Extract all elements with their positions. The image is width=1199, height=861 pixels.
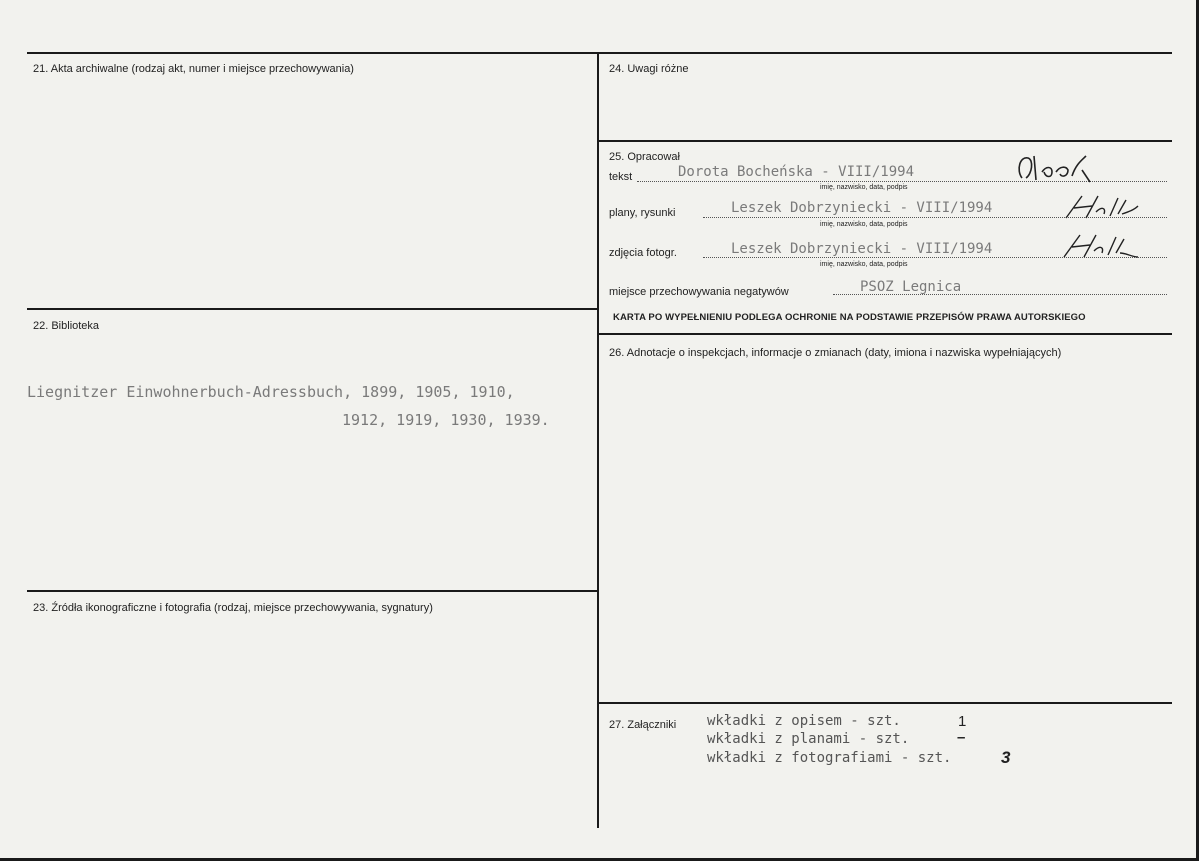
attachment-line-3: wkładki z fotografiami - szt.	[707, 750, 952, 766]
attachment-line-2: wkładki z planami - szt.	[707, 731, 910, 747]
tekst-caption: imię, nazwisko, data, podpis	[820, 184, 908, 191]
section-23-label: 23. Źródła ikonograficzne i fotografia (rodzaj, miejsce przechowywania, sygnatury)	[33, 602, 433, 614]
rule-24-25	[598, 140, 1172, 142]
section-27-label: 27. Załączniki	[609, 719, 677, 731]
attachment-count-2: –	[957, 729, 966, 746]
section-21-label: 21. Akta archiwalne (rodzaj akt, numer i miejsce przechowywania)	[33, 63, 354, 75]
plany-label: plany, rysunki	[609, 207, 676, 219]
zdjecia-label: zdjęcia fotogr.	[609, 247, 677, 259]
rule-26-27	[598, 702, 1172, 704]
plany-value: Leszek Dobrzyniecki - VIII/1994	[731, 200, 993, 216]
signature-dobrzyniecki-1	[1062, 192, 1142, 222]
negatywy-label: miejsce przechowywania negatywów	[609, 286, 789, 298]
zdjecia-caption: imię, nazwisko, data, podpis	[820, 261, 908, 268]
tekst-value: Dorota Bocheńska - VIII/1994	[678, 164, 915, 180]
signature-bochenska	[1012, 152, 1096, 186]
zdjecia-value: Leszek Dobrzyniecki - VIII/1994	[731, 241, 993, 257]
rule-21-22	[27, 308, 598, 310]
section-25-label: 25. Opracował	[609, 151, 680, 163]
library-entry-line-1: Liegnitzer Einwohnerbuch-Adressbuch, 1899, 1905, 1910,	[27, 383, 515, 401]
plany-caption: imię, nazwisko, data, podpis	[820, 221, 908, 228]
tekst-label: tekst	[609, 171, 633, 183]
section-24-label: 24. Uwagi różne	[609, 63, 689, 75]
attachment-count-3: 3	[1001, 748, 1011, 767]
section-22-label: 22. Biblioteka	[33, 320, 100, 332]
section-26-label: 26. Adnotacje o inspekcjach, informacje o zmianach (daty, imiona i nazwiska wypełniających)	[609, 347, 1062, 359]
signature-dobrzyniecki-2	[1060, 231, 1140, 261]
top-rule	[27, 52, 1172, 54]
library-entry-line-2: 1912, 1919, 1930, 1939.	[342, 411, 550, 429]
negatywy-value: PSOZ Legnica	[860, 279, 962, 295]
attachment-line-1: wkładki z opisem - szt.	[707, 713, 901, 729]
rule-22-23	[27, 590, 598, 592]
copyright-note: KARTA PO WYPEŁNIENIU PODLEGA OCHRONIE NA PODSTAWIE PRZEPISÓW PRAWA AUTORSKIEGO	[613, 312, 1086, 323]
center-vertical-rule	[597, 52, 599, 828]
attachment-count-1: 1	[958, 713, 967, 730]
rule-25-26	[598, 333, 1172, 335]
